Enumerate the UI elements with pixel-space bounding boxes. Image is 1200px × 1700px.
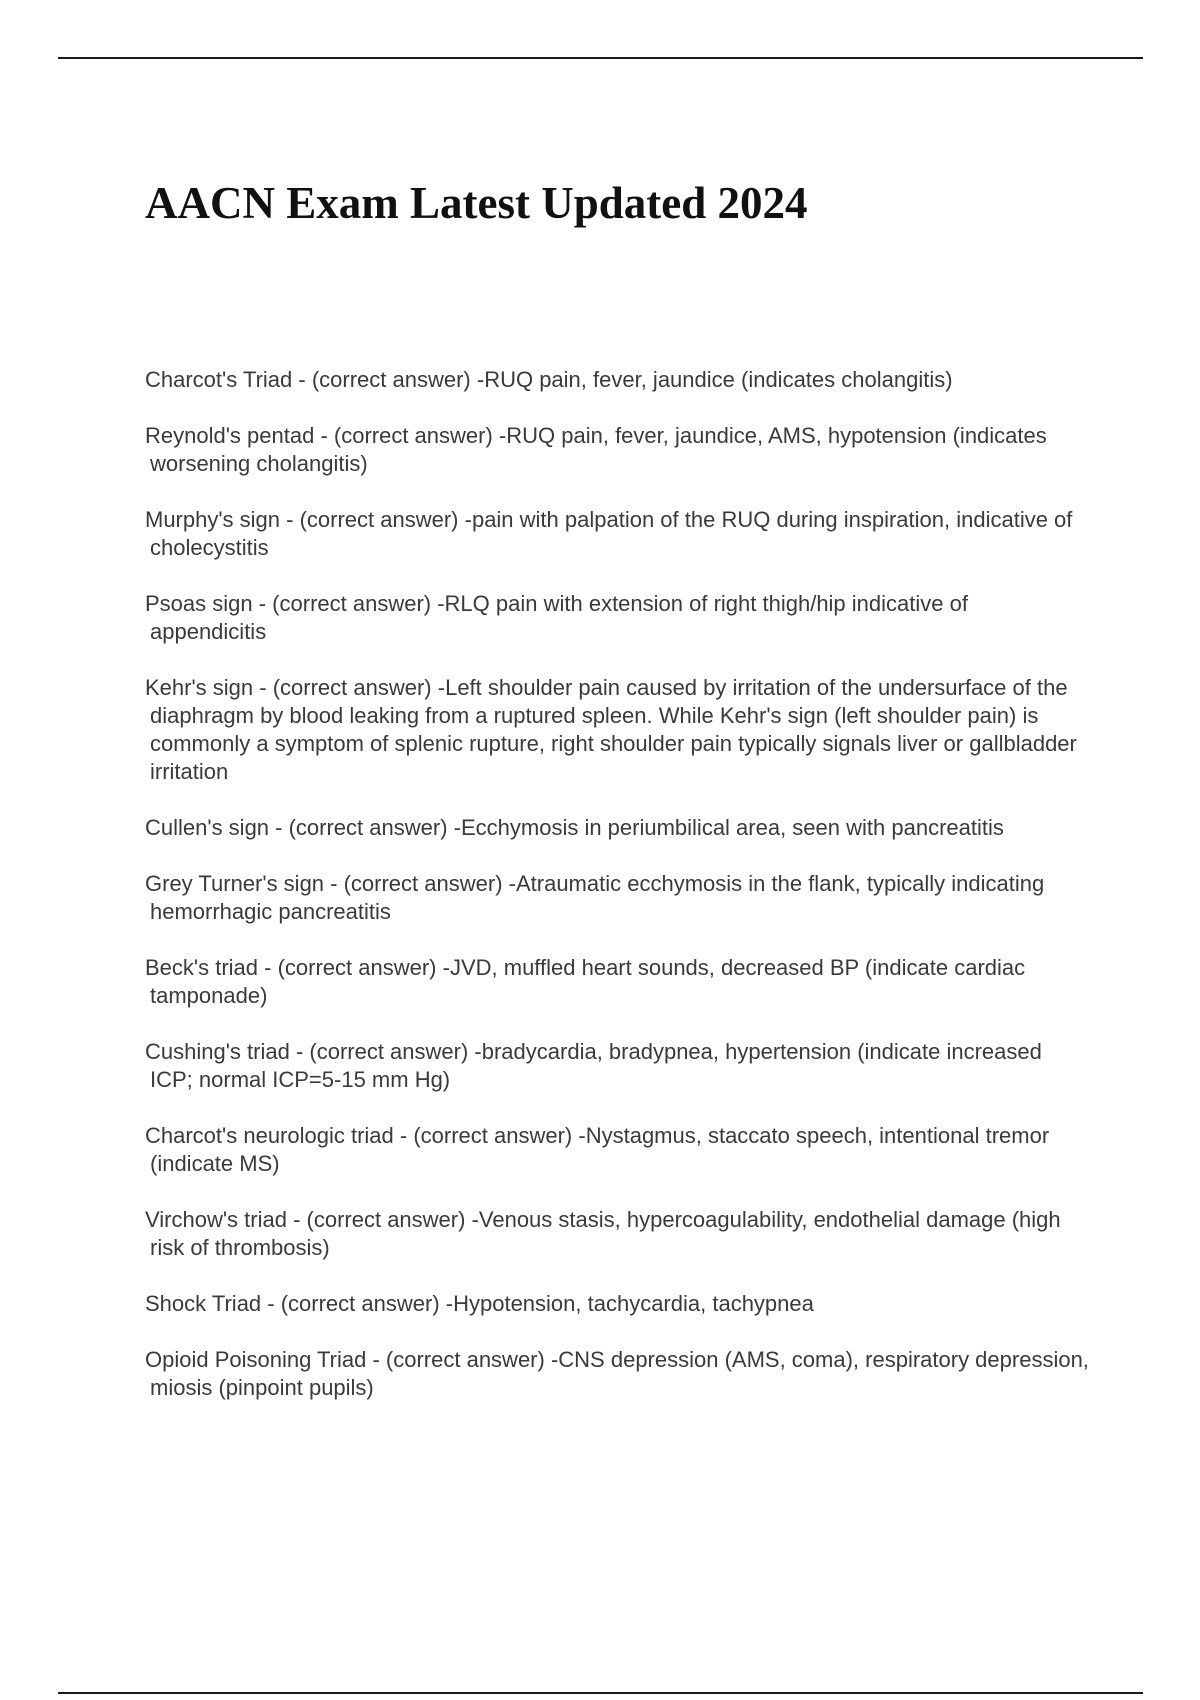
- page-title: AACN Exam Latest Updated 2024: [145, 178, 808, 228]
- qa-separator: - (correct answer) -: [253, 675, 446, 700]
- qa-answer: Hypotension, tachycardia, tachypnea: [453, 1291, 814, 1316]
- qa-item: [145, 954, 1090, 1010]
- qa-separator: - (correct answer) -: [314, 423, 507, 448]
- qa-item: [145, 674, 1090, 786]
- qa-term: Cushing's triad: [145, 1039, 290, 1064]
- qa-item: [145, 590, 1090, 646]
- qa-term: Grey Turner's sign: [145, 871, 325, 896]
- qa-answer: pain with palpation of the RUQ during inspiration, indicative of cholecystitis: [150, 507, 1073, 560]
- qa-term: Charcot's Triad: [145, 367, 293, 392]
- qa-item: [145, 506, 1090, 562]
- qa-separator: - (correct answer) -: [269, 815, 461, 840]
- qa-term: Murphy's sign: [145, 507, 281, 532]
- qa-separator: - (correct answer) -: [292, 367, 485, 392]
- qa-item: [145, 366, 1090, 394]
- qa-list: [145, 366, 1090, 1430]
- qa-term: Opioid Poisoning Triad: [145, 1347, 367, 1372]
- footer-rule: [58, 1692, 1143, 1694]
- qa-separator: - (correct answer) -: [366, 1347, 559, 1372]
- qa-item: [145, 814, 1090, 842]
- qa-answer: Venous stasis, hypercoagulability, endothelial damage (high risk of thrombosis): [150, 1207, 1061, 1260]
- qa-item: [145, 1206, 1090, 1262]
- qa-item: [145, 1122, 1090, 1178]
- qa-separator: - (correct answer) -: [324, 871, 516, 896]
- qa-separator: - (correct answer) -: [286, 1207, 479, 1232]
- qa-term: Charcot's neurologic triad: [145, 1123, 394, 1148]
- header-rule: [58, 57, 1143, 59]
- qa-separator: - (correct answer) -: [258, 955, 450, 980]
- qa-separator: - (correct answer) -: [280, 507, 472, 532]
- qa-separator: - (correct answer) -: [289, 1039, 482, 1064]
- qa-item: [145, 870, 1090, 926]
- qa-term: Virchow's triad: [145, 1207, 287, 1232]
- qa-answer: Left shoulder pain caused by irritation of the undersurface of the diaphragm by blood leaking from a ruptured spleen. While Kehr's sign (left shoulder pain) is commonly a symptom of splenic rupture, right shoulder pain typically signals liver or gallbladder irritation: [150, 675, 1077, 784]
- qa-answer: Nystagmus, staccato speech, intentional tremor (indicate MS): [150, 1123, 1050, 1176]
- qa-item: [145, 422, 1090, 478]
- qa-term: Shock Triad: [145, 1291, 262, 1316]
- qa-separator: - (correct answer) -: [261, 1291, 454, 1316]
- qa-term: Psoas sign: [145, 591, 253, 616]
- qa-item: [145, 1346, 1090, 1402]
- qa-separator: - (correct answer) -: [393, 1123, 586, 1148]
- qa-separator: - (correct answer) -: [252, 591, 445, 616]
- qa-term: Beck's triad: [145, 955, 259, 980]
- qa-term: Cullen's sign: [145, 815, 270, 840]
- qa-answer: CNS depression (AMS, coma), respiratory depression, miosis (pinpoint pupils): [150, 1347, 1089, 1400]
- qa-item: [145, 1038, 1090, 1094]
- qa-answer: Ecchymosis in periumbilical area, seen with pancreatitis: [460, 815, 1004, 840]
- qa-answer: RLQ pain with extension of right thigh/hip indicative of appendicitis: [150, 591, 968, 644]
- qa-answer: RUQ pain, fever, jaundice, AMS, hypotension (indicates worsening cholangitis): [150, 423, 1047, 476]
- qa-item: [145, 1290, 1090, 1318]
- qa-term: Reynold's pentad: [145, 423, 315, 448]
- qa-answer: Atraumatic ecchymosis in the flank, typically indicating hemorrhagic pancreatitis: [150, 871, 1045, 924]
- qa-answer: JVD, muffled heart sounds, decreased BP (indicate cardiac tamponade): [150, 955, 1026, 1008]
- qa-answer: bradycardia, bradypnea, hypertension (indicate increased ICP; normal ICP=5-15 mm Hg): [150, 1039, 1042, 1092]
- qa-term: Kehr's sign: [145, 675, 254, 700]
- qa-answer: RUQ pain, fever, jaundice (indicates cholangitis): [484, 367, 953, 392]
